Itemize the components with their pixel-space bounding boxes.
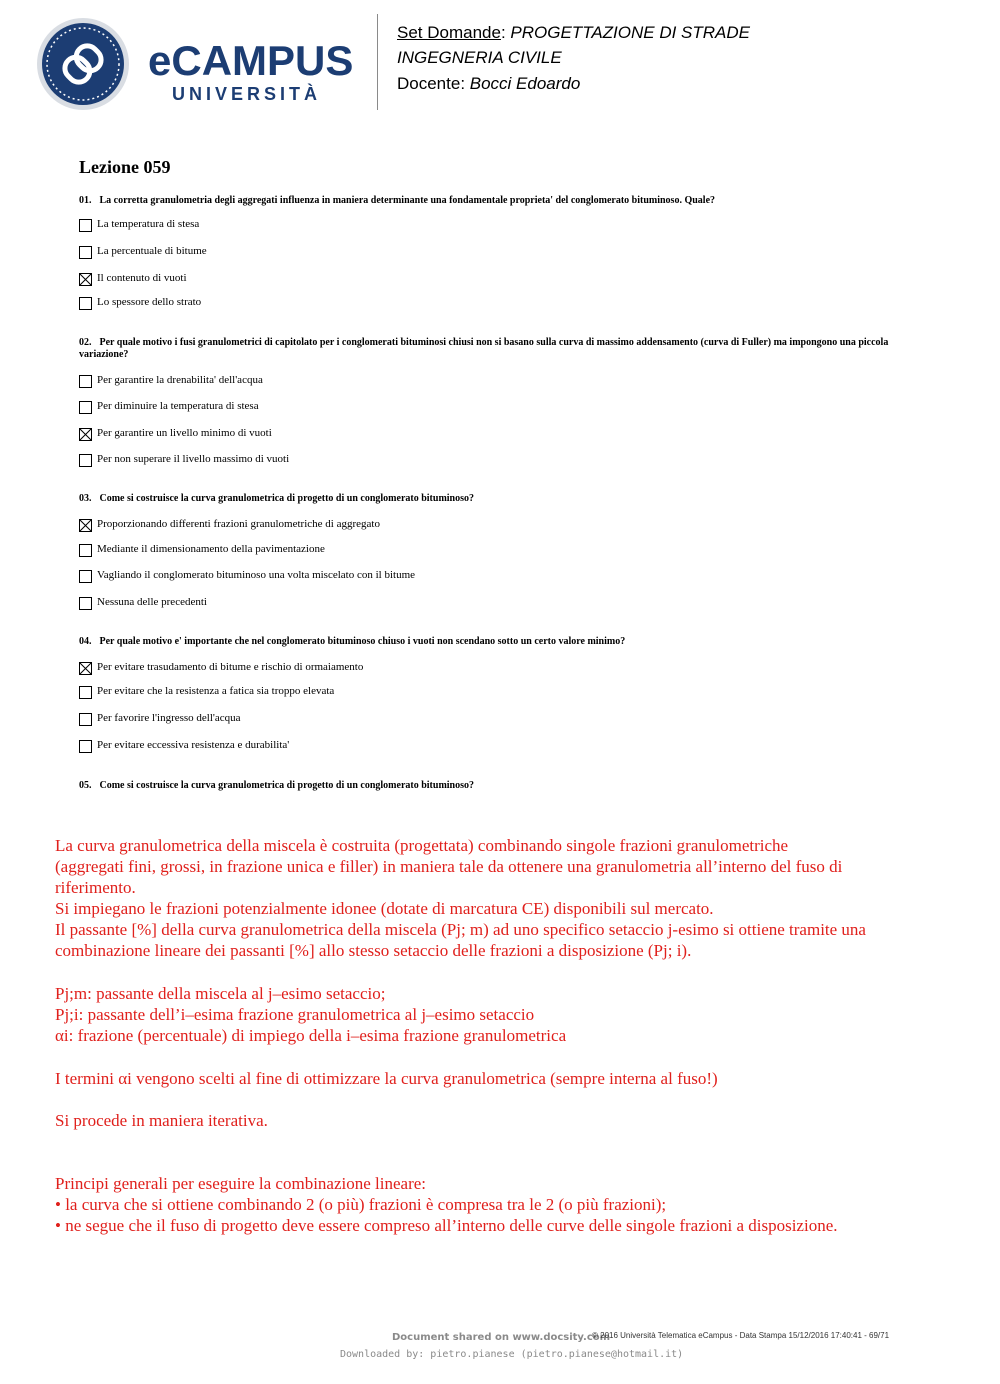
question-number: 04. [79, 636, 92, 647]
copyright-footer: © 2016 Università Telematica eCampus - Data Stampa 15/12/2016 17:40:41 - 69/71 [592, 1331, 890, 1340]
checkbox-icon [79, 297, 92, 310]
question-number: 05. [79, 780, 92, 791]
note-line: αi: frazione (percentuale) di impiego della i–esima frazione granulometrica [55, 1026, 567, 1045]
checkbox-icon [79, 686, 92, 699]
set-label: Set Domande [397, 23, 501, 42]
question-number: 03. [79, 493, 92, 504]
docente-label: Docente: [397, 74, 470, 93]
note-line: Il passante [%] della curva granulometrica della miscela (Pj; m) ad uno specifico setaccio j-esimo si ottiene tramite una [55, 920, 866, 939]
checkbox-icon [79, 570, 92, 583]
checkbox-icon [79, 740, 92, 753]
answer-text: Per non superare il livello massimo di vuoti [97, 453, 290, 465]
note-line: Si impiegano le frazioni potenzialmente idonee (dotate di marcatura CE) disponibili sul mercato. [55, 899, 714, 918]
note-line: riferimento. [55, 878, 136, 897]
set-title: PROGETTAZIONE DI STRADE [510, 23, 750, 42]
checked-checkbox-icon [79, 273, 92, 286]
header-divider [377, 14, 378, 110]
question-number: 01. [79, 195, 92, 206]
note-line: I termini αi vengono scelti al fine di ottimizzare la curva granulometrica (sempre interna al fuso!) [55, 1069, 718, 1088]
note-line: Pj;m: passante della miscela al j–esimo setaccio; [55, 984, 386, 1003]
checkbox-icon [79, 375, 92, 388]
checked-checkbox-icon [79, 428, 92, 441]
question-text: Per quale motivo i fusi granulometrici di capitolato per i conglomerati bituminosi chiusi non si basano sulla curva di massimo addensamento (curva di Fuller) ma impongono una piccola variazione? [79, 337, 889, 360]
answer-text: Il contenuto di vuoti [97, 272, 187, 284]
checkbox-icon [79, 246, 92, 259]
lesson-title: Lezione 059 [79, 157, 171, 177]
question-2 [79, 337, 919, 361]
question-number: 02. [79, 337, 92, 348]
note-line: combinazione lineare dei passanti [%] allo stesso setaccio delle frazioni a disposizione (Pj; i). [55, 941, 692, 960]
answer-text: La percentuale di bitume [97, 245, 207, 257]
answer-text: Per evitare trasudamento di bitume e rischio di ormaiamento [97, 661, 364, 673]
checkbox-icon [79, 544, 92, 557]
answer-text: Nessuna delle precedenti [97, 596, 207, 608]
question-text: La corretta granulometria degli aggregati influenza in maniera determinante una fondamentale proprieta' del conglomerato bituminoso. Quale? [99, 195, 716, 206]
note-line: • la curva che si ottiene combinando 2 (o più) frazioni è compresa tra le 2 (o più frazioni); [55, 1195, 667, 1214]
answer-text: Per diminuire la temperatura di stesa [97, 400, 259, 412]
answer-text: Per favorire l'ingresso dell'acqua [97, 712, 241, 724]
answer-text: Vagliando il conglomerato bituminoso una volta miscelato con il bitume [97, 569, 416, 581]
answer-text: Per evitare che la resistenza a fatica sia troppo elevata [97, 685, 335, 697]
answer-text: Lo spessore dello strato [97, 296, 202, 308]
docsity-shared-notice: Document shared on www.docsity.com [392, 1332, 611, 1343]
note-line: La curva granulometrica della miscela è costruita (progettata) combinando singole frazioni granulometriche [55, 836, 789, 855]
question-text: Come si costruisce la curva granulometrica di progetto di un conglomerato bituminoso? [99, 493, 475, 504]
logo-wordmark: eCAMPUS [148, 37, 354, 84]
question-4 [79, 636, 919, 648]
note-line: • ne segue che il fuso di progetto deve essere compreso all’interno delle curve delle singole frazioni a disposizione. [55, 1216, 838, 1235]
checkbox-icon [79, 401, 92, 414]
answer-text: La temperatura di stesa [97, 218, 200, 230]
answer-text: Proporzionando differenti frazioni granulometriche di aggregato [97, 518, 380, 530]
checkbox-icon [79, 713, 92, 726]
answer-text: Per garantire un livello minimo di vuoti [97, 427, 272, 439]
answer-text: Per evitare eccessiva resistenza e durabilita' [97, 739, 290, 751]
question-1 [79, 195, 919, 207]
set-separator: : [500, 23, 511, 42]
docente-name: Bocci Edoardo [469, 74, 581, 93]
answer-text: Per garantire la drenabilita' dell'acqua [97, 374, 263, 386]
set-title-line [397, 23, 750, 43]
course-name: INGEGNERIA CIVILE [397, 48, 562, 67]
question-3 [79, 493, 919, 505]
question-text: Come si costruisce la curva granulometrica di progetto di un conglomerato bituminoso? [99, 780, 475, 791]
note-line: (aggregati fini, grossi, in frazione unica e filler) in maniera tale da ottenere una granulometria all’interno del fuso di [55, 857, 843, 876]
checkbox-icon [79, 219, 92, 232]
question-5 [79, 780, 919, 792]
docente-line [397, 74, 580, 94]
question-text: Per quale motivo e' importante che nel conglomerato bituminoso chiuso i vuoti non scendano sotto un certo valore minimo? [99, 636, 626, 647]
logo-subtitle: UNIVERSITÀ [172, 84, 322, 104]
note-line: Si procede in maniera iterativa. [55, 1111, 268, 1130]
answer-text: Mediante il dimensionamento della pavimentazione [97, 543, 325, 555]
checked-checkbox-icon [79, 519, 92, 532]
note-line: Pj;i: passante dell’i–esima frazione granulometrica al j–esimo setaccio [55, 1005, 535, 1024]
course-line [397, 48, 562, 68]
checkbox-icon [79, 597, 92, 610]
checked-checkbox-icon [79, 662, 92, 675]
ecampus-emblem-icon [36, 17, 130, 111]
downloaded-by-notice: Downloaded by: pietro.pianese (pietro.pianese@hotmail.it) [340, 1349, 684, 1360]
checkbox-icon [79, 454, 92, 467]
note-line: Principi generali per eseguire la combinazione lineare: [55, 1174, 427, 1193]
